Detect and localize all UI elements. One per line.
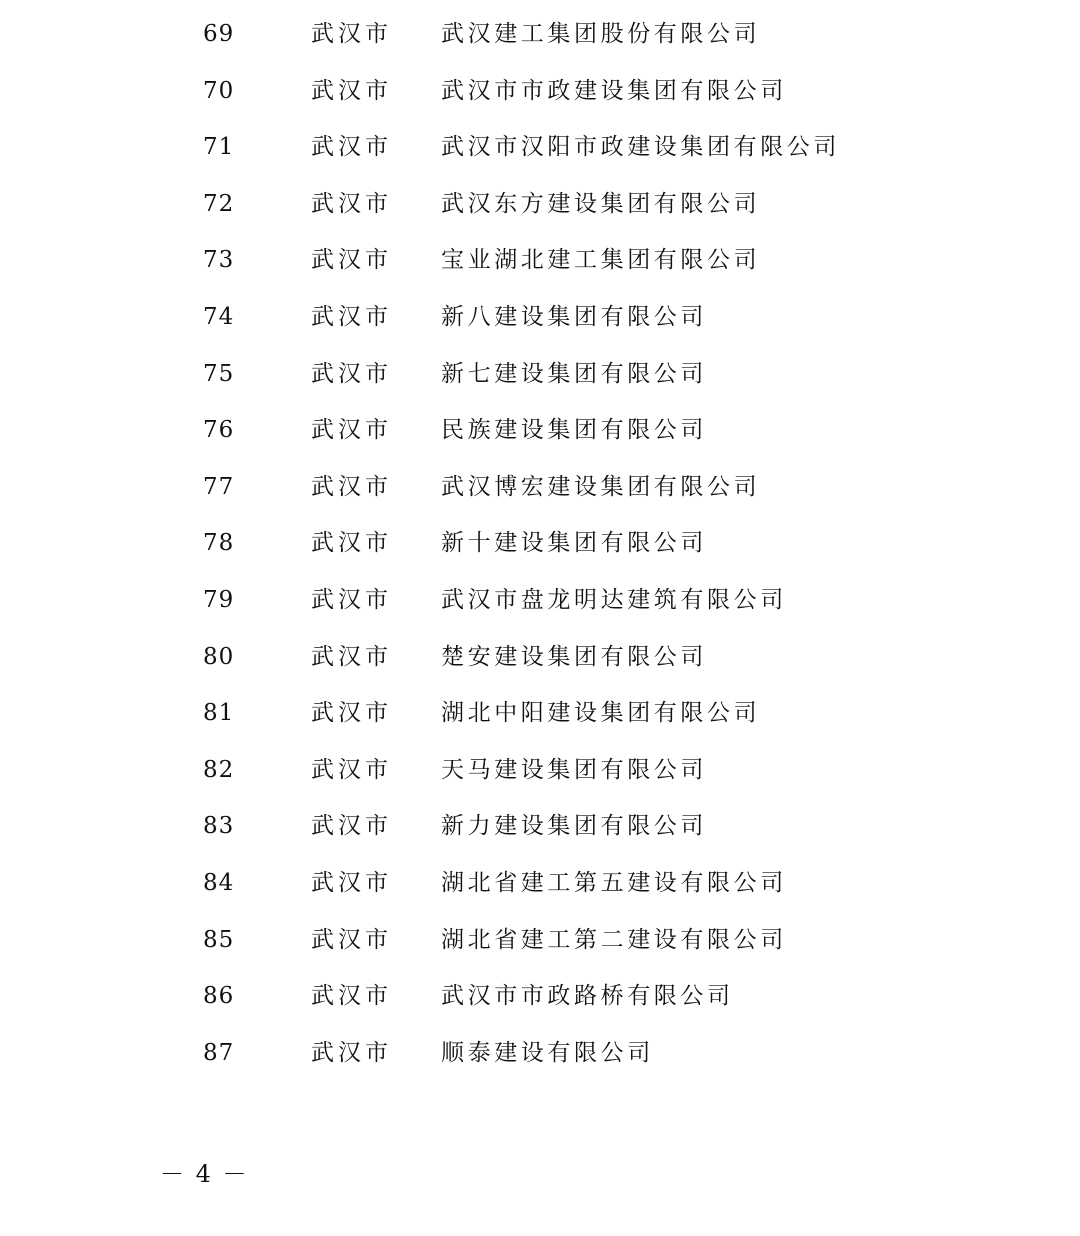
- row-company-name: 天马建设集团有限公司: [441, 756, 707, 783]
- row-company-name: 新十建设集团有限公司: [441, 530, 707, 557]
- row-number: 79: [203, 586, 235, 613]
- row-number: 70: [203, 77, 235, 104]
- row-city: 武汉市: [311, 21, 392, 47]
- row-company-name: 楚安建设集团有限公司: [441, 643, 707, 670]
- row-number: 81: [203, 700, 235, 727]
- row-city: 武汉市: [311, 134, 392, 161]
- table-row: [0, 855, 1080, 912]
- table-row: [0, 629, 1080, 686]
- row-number: 75: [203, 360, 235, 387]
- row-company-name: 新力建设集团有限公司: [441, 813, 707, 840]
- table-row: [0, 912, 1080, 969]
- table-row: [0, 1025, 1080, 1082]
- row-company-name: 武汉市盘龙明达建筑有限公司: [441, 586, 787, 613]
- row-city: 武汉市: [311, 190, 392, 217]
- row-city: 武汉市: [311, 473, 392, 500]
- row-city: 武汉市: [311, 926, 392, 953]
- row-city: 武汉市: [311, 586, 392, 613]
- row-company-name: 民族建设集团有限公司: [441, 417, 707, 444]
- table-row: [0, 346, 1080, 403]
- table-row: [0, 119, 1080, 176]
- company-list-table: [0, 6, 1080, 1081]
- table-row: [0, 798, 1080, 855]
- row-number: 74: [203, 303, 235, 330]
- row-city: 武汉市: [311, 643, 392, 670]
- row-number: 82: [203, 756, 235, 783]
- row-company-name: 武汉博宏建设集团有限公司: [441, 473, 761, 500]
- table-row: [0, 572, 1080, 629]
- row-number: 85: [203, 926, 235, 953]
- row-company-name: 武汉市市政建设集团有限公司: [441, 77, 787, 104]
- table-row: [0, 459, 1080, 516]
- row-city: 武汉市: [311, 530, 392, 557]
- table-row: [0, 6, 1080, 63]
- row-number: 84: [203, 869, 235, 896]
- row-number: 86: [203, 983, 235, 1010]
- row-city: 武汉市: [311, 1039, 392, 1066]
- row-company-name: 湖北中阳建设集团有限公司: [441, 700, 761, 727]
- row-number: 76: [203, 417, 235, 444]
- row-company-name: 宝业湖北建工集团有限公司: [441, 247, 761, 274]
- page-number: － 4 －: [160, 1160, 249, 1188]
- row-city: 武汉市: [311, 247, 392, 274]
- table-row: [0, 685, 1080, 742]
- table-row: [0, 515, 1080, 572]
- row-city: 武汉市: [311, 700, 392, 727]
- row-company-name: 武汉市汉阳市政建设集团有限公司: [441, 134, 840, 161]
- row-company-name: 武汉建工集团股份有限公司: [441, 21, 761, 47]
- row-number: 69: [203, 21, 235, 47]
- row-company-name: 湖北省建工第二建设有限公司: [441, 926, 787, 953]
- row-city: 武汉市: [311, 417, 392, 444]
- table-row: [0, 289, 1080, 346]
- row-number: 83: [203, 813, 235, 840]
- table-row: [0, 176, 1080, 233]
- table-row: [0, 742, 1080, 799]
- row-city: 武汉市: [311, 303, 392, 330]
- row-number: 72: [203, 190, 235, 217]
- row-number: 78: [203, 530, 235, 557]
- row-company-name: 新七建设集团有限公司: [441, 360, 707, 387]
- row-number: 77: [203, 473, 235, 500]
- row-number: 87: [203, 1039, 235, 1066]
- row-city: 武汉市: [311, 756, 392, 783]
- row-company-name: 顺泰建设有限公司: [441, 1039, 654, 1066]
- table-row: [0, 63, 1080, 120]
- row-company-name: 新八建设集团有限公司: [441, 303, 707, 330]
- row-city: 武汉市: [311, 360, 392, 387]
- row-city: 武汉市: [311, 813, 392, 840]
- row-number: 73: [203, 247, 235, 274]
- row-city: 武汉市: [311, 77, 392, 104]
- table-row: [0, 232, 1080, 289]
- row-number: 71: [203, 134, 235, 161]
- row-company-name: 武汉东方建设集团有限公司: [441, 190, 761, 217]
- table-row: [0, 968, 1080, 1025]
- row-city: 武汉市: [311, 869, 392, 896]
- table-row: [0, 402, 1080, 459]
- row-number: 80: [203, 643, 235, 670]
- row-city: 武汉市: [311, 983, 392, 1010]
- row-company-name: 湖北省建工第五建设有限公司: [441, 869, 787, 896]
- row-company-name: 武汉市市政路桥有限公司: [441, 983, 734, 1010]
